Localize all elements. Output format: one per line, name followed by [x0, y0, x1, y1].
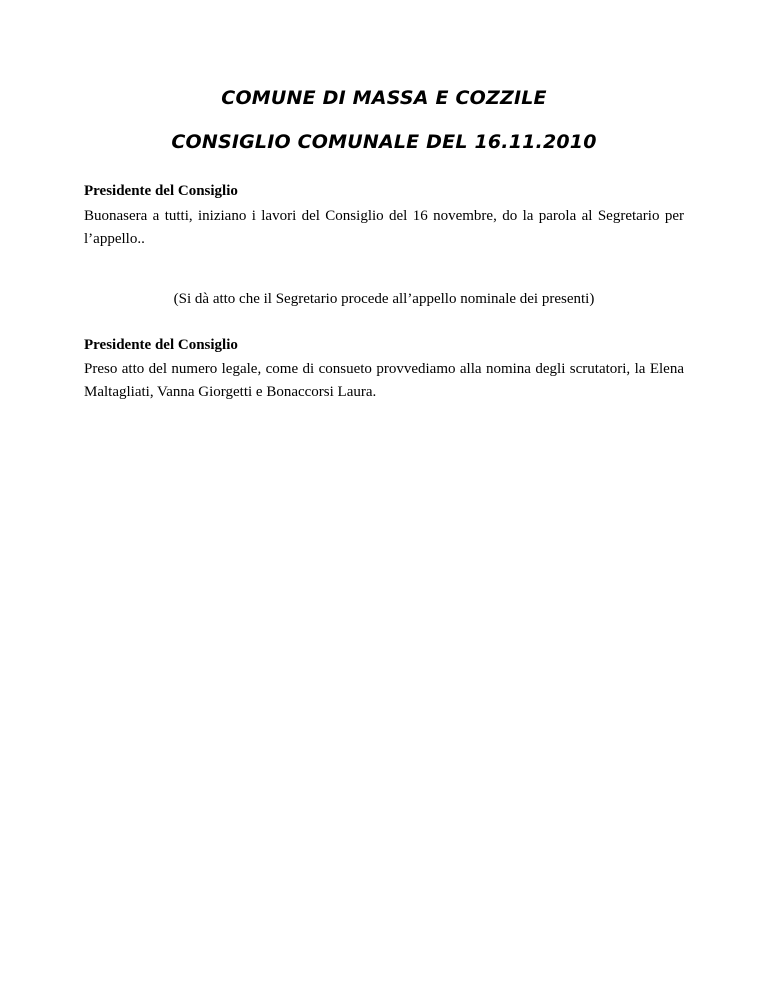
- speaker-heading: Presidente del Consiglio: [84, 183, 238, 199]
- speech-paragraph: Buonasera a tutti, iniziano i lavori del Consiglio del 16 novembre, do la parola al Segretario per l’appello..: [84, 208, 684, 247]
- speaker-heading: Presidente del Consiglio: [84, 337, 238, 353]
- speech-paragraph: Preso atto del numero legale, come di consueto provvediamo alla nomina degli scrutatori, la Elena Maltagliati, Vanna Giorgetti e Bonaccorsi Laura.: [84, 361, 684, 400]
- document-subtitle: CONSIGLIO COMUNALE DEL 16.11.2010: [171, 131, 597, 153]
- procedural-note: (Si dà atto che il Segretario procede all’appello nominale dei presenti): [173, 291, 595, 307]
- document-title: COMUNE DI MASSA E COZZILE: [221, 87, 547, 109]
